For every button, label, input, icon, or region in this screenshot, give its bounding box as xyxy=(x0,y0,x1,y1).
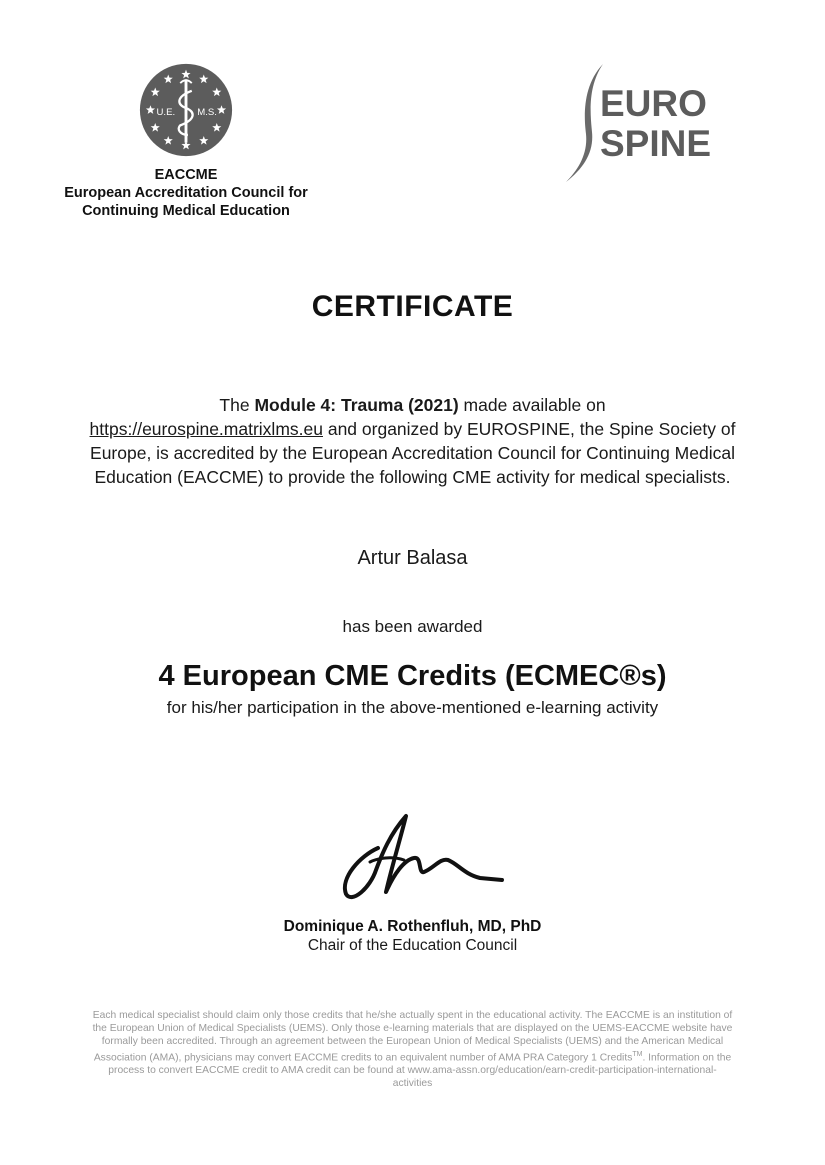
eurospine-logo-line2: SPINE xyxy=(600,123,712,164)
certificate-body xyxy=(70,393,755,489)
eurospine-logo-icon xyxy=(560,60,720,186)
awarded-text: has been awarded xyxy=(342,617,483,636)
disclaimer-part1: Each medical specialist should claim only those credits that he/she actually spent in the educational activity. The EACCME is an institution of the European Union of Medical Specialists (UEMS). Only those e-learning materials that are displayed on the UEMS-EACCME website have formally been accredited. Through an agreement between the European Union of Medical Specialists (UEMS) and the American Medical Association (AMA), physicians may convert EACCME credits to an equivalent number of AMA PRA Category 1 Credits xyxy=(92,1010,733,1064)
uems-logo-icon xyxy=(138,62,234,158)
accreditor-name xyxy=(40,166,332,220)
intro-rest: and organized by EUROSPINE, the Spine Society of Europe, is accredited by the European Accreditation Council for Continuing Medical Education (EACCME) to provide the following CME activity for medical specialists. xyxy=(90,419,736,487)
eurospine-logo-line1: EURO xyxy=(600,83,707,124)
disclaimer-trademark: TM xyxy=(632,1051,643,1058)
signature-icon xyxy=(330,808,510,908)
intro-prefix: The xyxy=(219,395,255,415)
module-name: Module 4: Trauma (2021) xyxy=(254,395,459,415)
signer-role: Chair of the Education Council xyxy=(307,937,518,954)
accreditor-acronym: EACCME xyxy=(154,167,218,183)
signer-name: Dominique A. Rothenfluh, MD, PhD xyxy=(283,918,542,935)
platform-link[interactable]: https://eurospine.matrixlms.eu xyxy=(89,419,323,439)
accreditor-name-line2: Continuing Medical Education xyxy=(82,203,290,219)
uems-logo-right-text: M.S. xyxy=(197,106,217,118)
uems-logo-left-text: U.E. xyxy=(156,106,176,118)
accreditor-name-line1: European Accreditation Council for xyxy=(64,185,308,201)
participation-text: for his/her participation in the above-mentioned e-learning activity xyxy=(166,698,659,717)
disclaimer-text xyxy=(92,1009,733,1090)
disclaimer-part2: . Information on the process to convert EACCME credit to AMA credit can be found at www.ama-assn.org/education/earn-credit-participation-international-activities xyxy=(108,1052,732,1090)
accreditor-header xyxy=(40,62,332,220)
intro-after-module: made available on xyxy=(458,395,606,415)
certificate-title: CERTIFICATE xyxy=(311,290,514,323)
recipient-name: Artur Balasa xyxy=(357,547,468,569)
credits-awarded: 4 European CME Credits (ECMEC®s) xyxy=(158,660,667,692)
